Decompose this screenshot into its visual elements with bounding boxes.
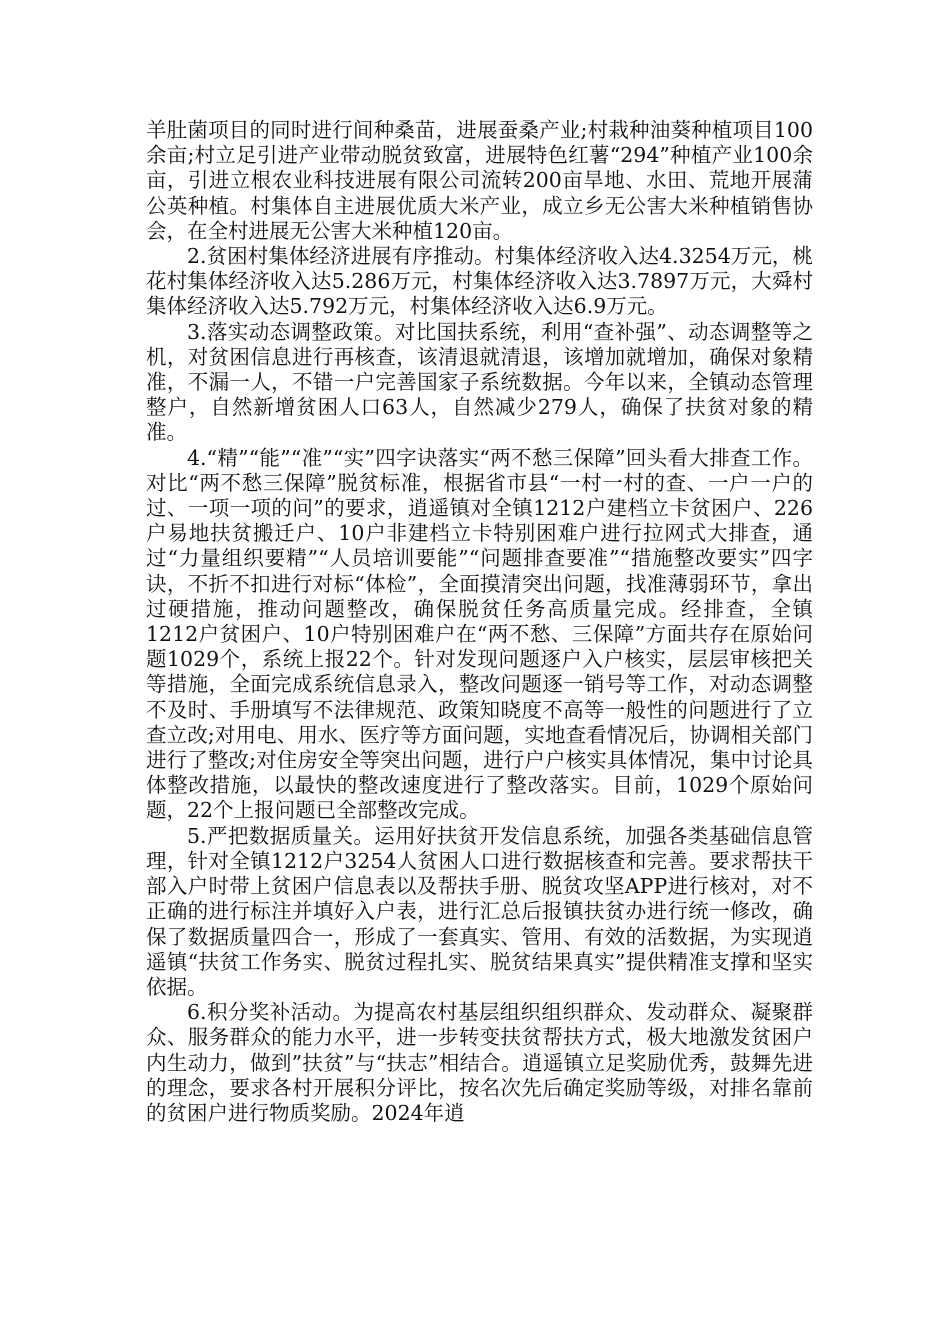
paragraph-data-quality: 5.严把数据质量关。运用好扶贫开发信息系统，加强各类基础信息管理，针对全镇1212户3254人贫困人口进行数据核查和完善。要求帮扶干部入户时带上贫困户信息表以及帮扶手册、脱贫攻坚APP进行核对，对不正确的进行标注并填好入户表，进行汇总后报镇扶贫办进行统一修改，确保了数据质量四合一，形成了一套真实、管用、有效的活数据，为实现逍遥镇“扶贫工作务实、脱贫过程扎实、脱贫结果真实”提供精准支撑和坚实依据。 (146, 823, 813, 999)
paragraph-dynamic-adjustment: 3.落实动态调整政策。对比国扶系统，利用“查补强”、动态调整等之机，对贫困信息进行再核查，该清退就清退，该增加就增加，确保对象精准，不漏一人，不错一户完善国家子系统数据。今年以来，全镇动态管理整户，自然新增贫困人口63人，自然减少279人，确保了扶贫对象的精准。 (146, 319, 813, 445)
paragraph-points-reward: 6.积分奖补活动。为提高农村基层组织组织群众、发动群众、凝聚群众、服务群众的能力水平，进一步转变扶贫帮扶方式，极大地激发贫困户内生动力，做到”扶贫”与“扶志”相结合。逍遥镇立足奖励优秀，鼓舞先进的理念，要求各村开展积分评比，按名次先后确定奖励等级，对排名靠前的贫困户进行物质奖励。2024年逍 (146, 1000, 813, 1125)
paragraph-sericulture: 羊肚菌项目的同时进行间种桑苗，进展蚕桑产业;村栽种油葵种植项目100余亩;村立足引进产业带动脱贫致富，进展特色红薯“294”种植产业100余亩，引进立根农业科技进展有限公司流转200亩旱地、水田、荒地开展蒲公英种植。村集体自主进展优质大米产业，成立乡无公害大米种植销售协会，在全村进展无公害大米种植120亩。 (146, 118, 813, 243)
paragraph-four-character-formula: 4.“精”“能”“准”“实”四字诀落实“两不愁三保障”回头看大排查工作。对比“两不愁三保障”脱贫标准，根据省市县“一村一村的查、一户一户的过、一项一项的问”的要求，逍遥镇对全镇1212户建档立卡贫困户、226户易地扶贫搬迁户、10户非建档立卡特别困难户进行拉网式大排查，通过“力量组织要精”“人员培训要能”“问题排查要准”“措施整改要实”四字诀，不折不扣进行对标“体检”，全面摸清突出问题，找准薄弱环节，拿出过硬措施，推动问题整改，确保脱贫任务高质量完成。经排查，全镇1212户贫困户、10户特别困难户在“两不愁、三保障”方面共存在原始问题1029个，系统上报22个。针对发现问题逐户入户核实，层层审核把关等措施，全面完成系统信息录入，整改问题逐一销号等工作，对动态调整不及时、手册填写不法律规范、政策知晓度不高等一般性的问题进行了立查立改;对用电、用水、医疗等方面问题，实地查看情况后，协调相关部门进行了整改;对住房安全等突出问题，进行户户核实具体情况，集中讨论具体整改措施，以最快的整改速度进行了整改落实。目前，1029个原始问题，22个上报问题已全部整改完成。 (146, 445, 813, 823)
document-body (146, 118, 813, 1126)
paragraph-collective-economy: 2.贫困村集体经济进展有序推动。村集体经济收入达4.3254万元，桃花村集体经济收入达5.286万元，村集体经济收入达3.7897万元，大舜村集体经济收入达5.792万元，村集体经济收入达6.9万元。 (146, 244, 813, 319)
